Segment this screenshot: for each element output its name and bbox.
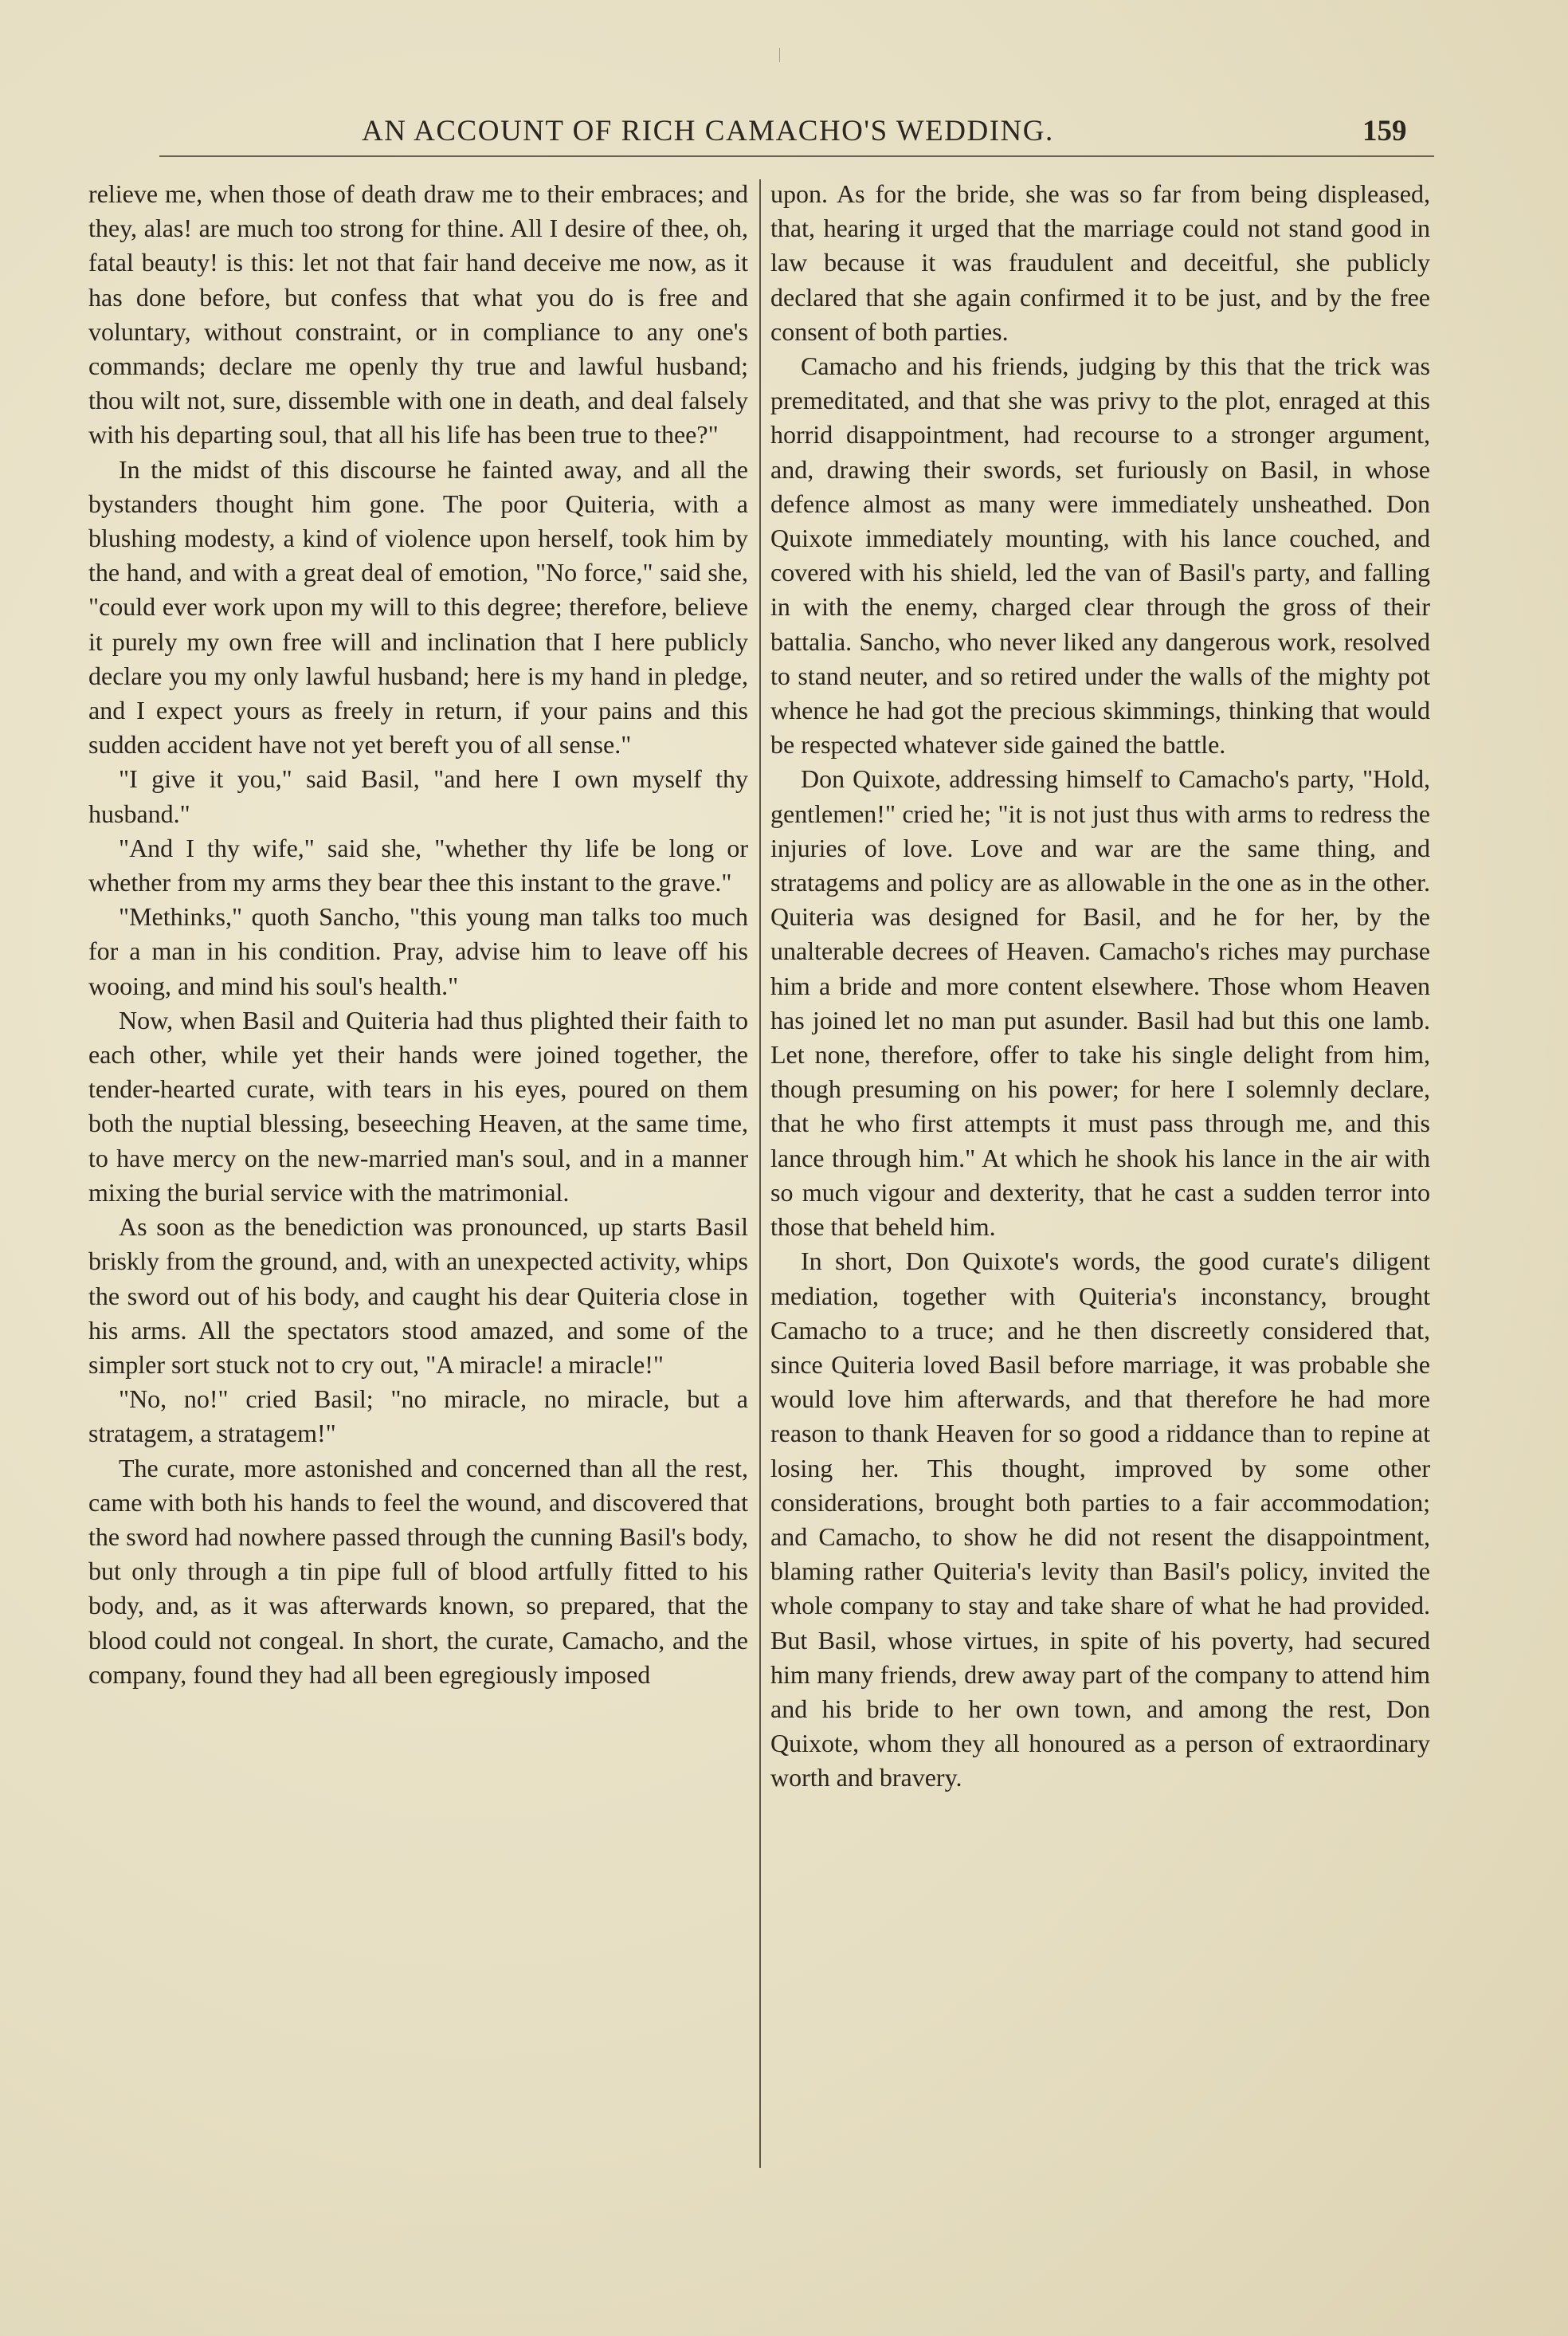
left-column (88, 177, 748, 1692)
paragraph: Now, when Basil and Quiteria had thus plighted their faith to each other, while yet their hands were joined together, the tender-hearted curate, with tears in his eyes, poured on them both the nuptial blessing, beseeching Heaven, at the same time, to have mercy on the new-married man's soul, and in a manner mixing the burial service with the matrimonial. (88, 1005, 748, 1207)
paragraph: In short, Don Quixote's words, the good curate's diligent mediation, together with Quiteria's inconstancy, brought Camacho to a truce; and he then discreetly considered that, since Quiteria loved Basil before marriage, it was probable she would love him afterwards, and that therefore he had more reason to thank Heaven for so good a riddance than to repine at losing her. This thought, improved by some other considerations, brought both parties to a fair accommodation; and Camacho, to show he did not resent the disappointment, blaming rather Quiteria's levity than Basil's policy, invited the whole company to stay and take share of what he had provided. But Basil, whose virtues, in spite of his poverty, had secured him many friends, drew away part of the company to attend him and his bride to her own town, and among the rest, Don Quixote, whom they all honoured as a person of extraordinary worth and bravery. (770, 1247, 1430, 1792)
gutter-mark (779, 48, 780, 62)
paragraph: "And I thy wife," said she, "whether thy life be long or whether from my arms they bear thee this instant to the grave." (88, 833, 748, 897)
paragraph: The curate, more astonished and concerned than all the rest, came with both his hands to feel the wound, and discovered that the sword had nowhere passed through the cunning Basil's body, but only through a tin pipe full of blood artfully fitted to his body, and, as it was afterwards known, so prepared, that the blood could not congeal. In short, the curate, Camacho, and the company, found they had all been egregiously imposed (88, 1453, 748, 1689)
paragraph: upon. As for the bride, she was so far from being displeased, that, hearing it urged that the marriage could not stand good in law because it was fraudulent and deceitful, she publicly declared that she again confirmed it to be just, and by the free consent of both parties. (770, 179, 1430, 346)
paragraph: Camacho and his friends, judging by this that the trick was premeditated, and that she was privy to the plot, enraged at this horrid disappointment, had recourse to a stronger argument, and, drawing their swords, set furiously on Basil, in whose defence almost as many were immediately unsheathed. Don Quixote immediately mounting, with his lance couched, and covered with his shield, led the van of Basil's party, and falling in with the enemy, charged clear through the gross of their battalia. Sancho, who never liked any dangerous work, resolved to stand neuter, and so retired under the walls of the mighty pot whence he had got the precious skimmings, thinking that would be respected whatever side gained the battle. (770, 351, 1430, 760)
paragraph: "No, no!" cried Basil; "no miracle, no miracle, but a stratagem, a stratagem!" (88, 1384, 748, 1448)
page-number: 159 (1362, 115, 1407, 147)
right-column (770, 177, 1430, 1796)
paragraph: Don Quixote, addressing himself to Camacho's party, "Hold, gentlemen!" cried he; "it is not just thus with arms to redress the injuries of love. Love and war are the same thing, and stratagems and policy are as allowable in the one as in the other. Quiteria was designed for Basil, and he for her, by the unalterable decrees of Heaven. Camacho's riches may purchase him a bride and more content elsewhere. Those whom Heaven has joined let no man put asunder. Basil had but this one lamb. Let none, therefore, offer to take his single delight from him, though presuming on his power; for here I solemnly declare, that he who first attempts it must pass through me, and this lance through him." At which he shook his lance in the air with so much vigour and dexterity, that he cast a sudden terror into those that beheld him. (770, 764, 1430, 1242)
paragraph: "I give it you," said Basil, "and here I own myself thy husband." (88, 764, 748, 828)
column-rule (759, 179, 761, 2168)
header-rule (159, 155, 1434, 157)
running-title: AN ACCOUNT OF RICH CAMACHO'S WEDDING. (362, 115, 1054, 147)
paragraph: relieve me, when those of death draw me to their embraces; and they, alas! are much too strong for thine. All I desire of thee, oh, fatal beauty! is this: let not that fair hand deceive me now, as it has done before, but confess that what you do is free and voluntary, without constraint, or in compliance to any one's commands; declare me openly thy true and lawful husband; thou wilt not, sure, dissemble with one in death, and deal falsely with his departing soul, that all his life has been true to thee?" (88, 179, 748, 450)
paragraph: "Methinks," quoth Sancho, "this young man talks too much for a man in his condition. Pray, advise him to leave off his wooing, and mind his soul's health." (88, 902, 748, 1000)
paragraph: In the midst of this discourse he fainted away, and all the bystanders thought him gone. The poor Quiteria, with a blushing modesty, a kind of violence upon herself, took him by the hand, and with a great deal of emotion, "No force," said she, "could ever work upon my will to this degree; therefore, believe it purely my own free will and inclination that I here publicly declare you my only lawful husband; here is my hand in pledge, and I expect yours as freely in return, if your pains and this sudden accident have not yet bereft you of all sense." (88, 454, 748, 760)
paragraph: As soon as the benediction was pronounced, up starts Basil briskly from the ground, and, with an unexpected activity, whips the sword out of his body, and caught his dear Quiteria close in his arms. All the spectators stood amazed, and some of the simpler sort stuck not to cry out, "A miracle! a miracle!" (88, 1212, 748, 1379)
